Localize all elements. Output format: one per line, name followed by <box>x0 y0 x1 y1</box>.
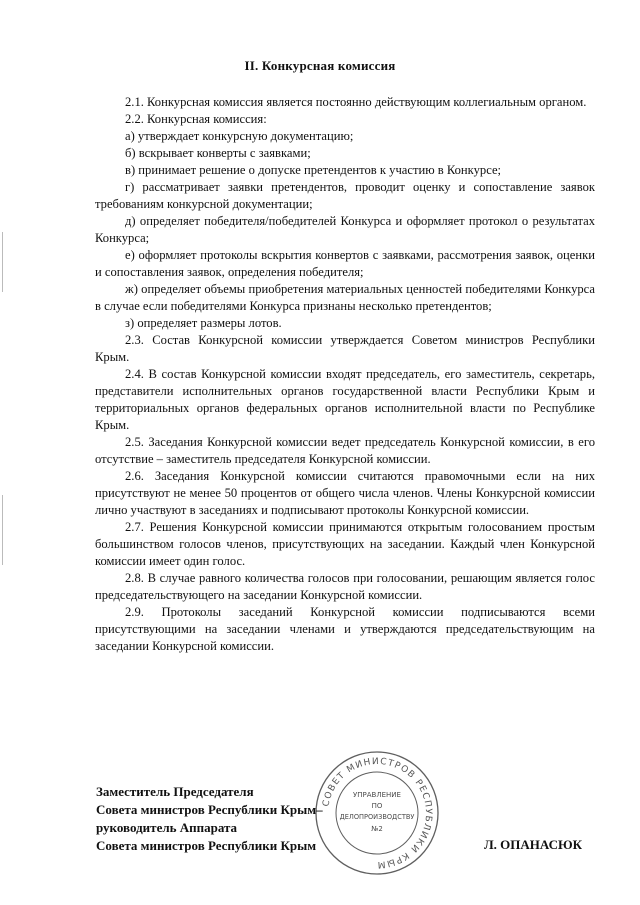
document-body <box>95 94 595 655</box>
paragraph-pzh: ж) определяет объемы приобретения материальных ценностей победителями Конкурса в случае если победителями Конкурса признаны несколько претендентов; <box>95 282 595 313</box>
stamp-center-line: УПРАВЛЕНИЕ <box>353 791 401 799</box>
signatory-name: Л. ОПАНАСЮК <box>484 837 583 852</box>
paragraph-pa: а) утверждает конкурсную документацию; <box>125 129 354 143</box>
paragraph-p2-7: 2.7. Решения Конкурсной комиссии принимаются открытым голосованием простым большинством голосов членов, присутствующих на заседании. Каждый член Конкурсной комиссии имеет один голос. <box>95 520 595 568</box>
paragraph-p2-2: 2.2. Конкурсная комиссия: <box>125 112 267 126</box>
signature-block <box>96 783 323 855</box>
signature-line: руководитель Аппарата <box>96 820 238 835</box>
paragraph-p2-4: 2.4. В состав Конкурсной комиссии входят председатель, его заместитель, секретарь, представители исполнительных органов государственной власти Республики Крым и территориальных органов федеральных органов исполнительной власти по Республике Крым. <box>95 367 595 432</box>
stamp-center-line: №2 <box>371 825 383 833</box>
stamp-center-line: ПО <box>371 802 383 810</box>
section-title: II. Конкурсная комиссия <box>244 58 396 73</box>
paragraph-pz: з) определяет размеры лотов. <box>125 316 282 330</box>
paragraph-pg: г) рассматривает заявки претендентов, проводит оценку и сопоставление заявок требованиям конкурсной документации; <box>95 180 595 211</box>
paragraph-p2-3: 2.3. Состав Конкурсной комиссии утверждается Советом министров Республики Крым. <box>95 333 595 364</box>
scan-margin-mark <box>2 495 3 565</box>
paragraph-pb: б) вскрывает конверты с заявками; <box>125 146 311 160</box>
paragraph-pv: в) принимает решение о допуске претендентов к участию в Конкурсе; <box>125 163 502 177</box>
signature-line: Совета министров Республики Крым– <box>96 802 323 817</box>
stamp-center-line: ДЕЛОПРОИЗВОДСТВУ <box>339 813 415 821</box>
signature-line: Заместитель Председателя <box>96 784 254 799</box>
paragraph-pe: е) оформляет протоколы вскрытия конвертов с заявками, рассмотрения заявок, оценки и сопоставления заявок, определения победителя; <box>95 248 595 279</box>
paragraph-p2-1: 2.1. Конкурсная комиссия является постоянно действующим коллегиальным органом. <box>125 95 587 109</box>
signature-line: Совета министров Республики Крым <box>96 838 317 853</box>
paragraph-pd: д) определяет победителя/победителей Конкурса и оформляет протокол о результатах Конкурса; <box>95 214 595 245</box>
official-stamp <box>313 749 441 877</box>
paragraph-p2-6: 2.6. Заседания Конкурсной комиссии считаются правомочными если на них присутствуют не менее 50 процентов от общего числа членов. Члены Конкурсной комиссии лично участвуют в заседаниях и подписывают протоколы Конкурсной комиссии. <box>95 469 595 517</box>
stamp-ring-text: СОВЕТ МИНИСТРОВ РЕСПУБЛИКИ КРЫМ <box>321 756 434 870</box>
paragraph-p2-8: 2.8. В случае равного количества голосов при голосовании, решающим является голос председательствующего на заседании Конкурсной комиссии. <box>95 571 595 602</box>
scan-margin-mark <box>2 232 3 292</box>
paragraph-p2-9: 2.9. Протоколы заседаний Конкурсной комиссии подписываются всеми присутствующими на заседании членами и утверждаются председательствующим на заседании Конкурсной комиссии. <box>95 605 595 653</box>
paragraph-p2-5: 2.5. Заседания Конкурсной комиссии ведет председатель Конкурсной комиссии, в его отсутствие – заместитель председателя Конкурсной комиссии. <box>95 435 595 466</box>
